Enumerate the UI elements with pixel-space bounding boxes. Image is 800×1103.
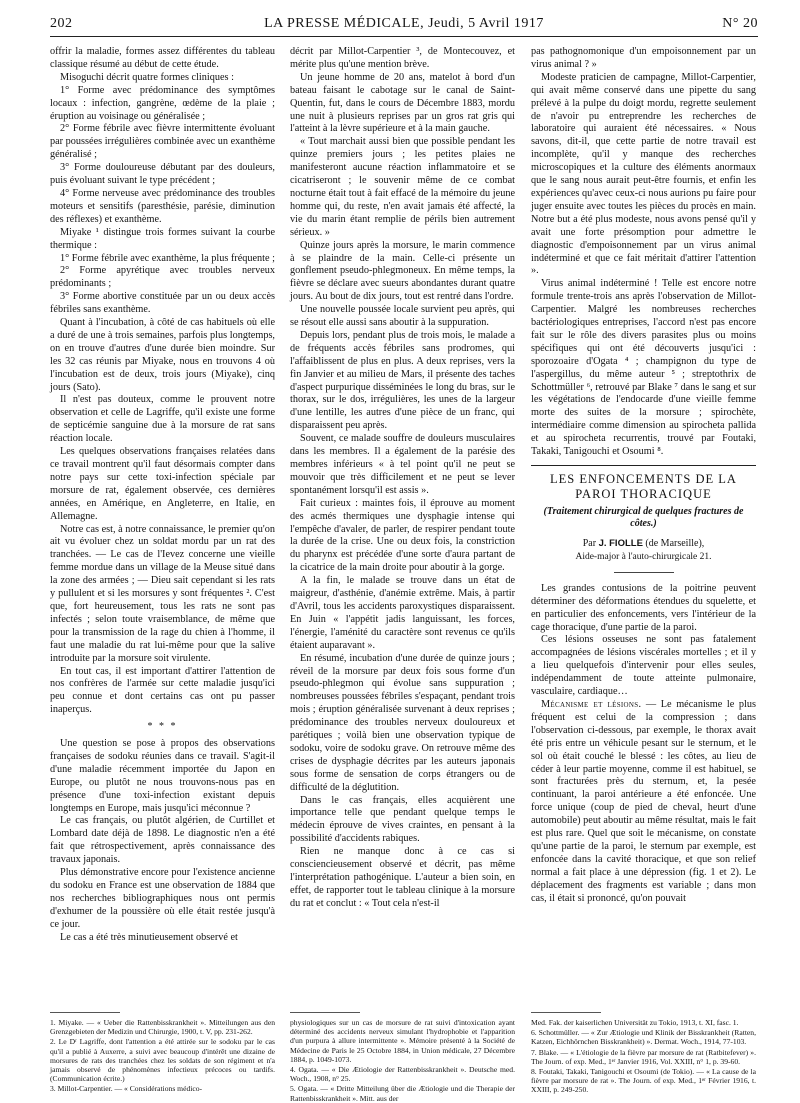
heading-rule [614, 572, 674, 573]
footnote: Med. Fak. der kaiserlichen Universität zu Tokio, 1913, t. XI, fasc. 1. [531, 1018, 739, 1027]
paragraph: Il n'est pas douteux, comme le prouvent notre observation et celle de Lagriffe, qu'il existe une forme de septicémie sanguine due à la morsure de rat sans réaction locale. [50, 394, 275, 445]
author-prefix: Par [582, 538, 597, 549]
article-subtitle: (Traitement chirurgical de quelques fractures de côtes.) [543, 506, 744, 529]
paragraph: Une question se pose à propos des observations françaises de sodoku réunies dans ce travail. S'agit-il d'une maladie récemment importée du Japon en Europe, ou plutôt ne nous trouvons-nous pas en présence d'une toxi-infection existant depuis longtemps en Europe, mais jusqu'ici méconnue ? [50, 738, 275, 814]
paragraph: 2° Forme fébrile avec fièvre intermittente évoluant par poussées irrégulières combinée avec un exanthème généralisé ; [50, 123, 275, 161]
journal-title: LA PRESSE MÉDICALE, Jeudi, 5 Avril 1917 [264, 16, 544, 31]
paragraph: Quinze jours après la morsure, le marin commence à se plaindre de la main. Celle-ci présente un gonflement pseudo-phlegmoneux. En même temps, la fièvre se déclare avec sueurs abondantes durant quatre jours. Au bout de dix jours, tout est rentré dans l'ordre. [290, 239, 515, 303]
paragraph: 1° Forme fébrile avec exanthème, la plus fréquente ; [60, 252, 275, 264]
paragraph: Ces lésions osseuses ne sont pas fatalement accompagnées de lésions viscérales mortelles ; et il y a lieu quelquefois d'intervenir pour elles seules, indépendamment de toute atteinte pulmonaire, vasculaire, cardiaque… [531, 634, 756, 698]
paragraph: Modeste praticien de campagne, Millot-Carpentier, qui avait même conservé dans une pipette du sang prélevé à la pulpe du doigt mordu, regrette seulement de n'avoir pu entreprendre les recherches de laboratoire qui auraient été nécessaires. « Nous savons, dit-il, que cette partie de notre travail est incomplète, qu'il y manque des recherches microscopiques et la culture des éléments anormaux que le sang nous aurait peut-être fournis, et enfin les expériences qu'avec ceux-ci nous aurions pu faire pour juger ensuite avec toutes les pièces du procès en main. Notre but a été plus modeste, nous avons pensé qu'il y avait une forte présomption pour admettre le diagnostic d'empoisonnement par un virus animal indéterminé et que ce fait méritait d'attirer l'attention ». [531, 71, 756, 277]
author-name: J. FIOLLE [598, 538, 643, 549]
paragraph: Miyake ¹ distingue trois formes suivant la courbe thermique : [50, 226, 275, 251]
paragraph: 3° Forme abortive constituée par un ou deux accès fébriles sans exanthème. [50, 291, 275, 316]
paragraph: Quant à l'incubation, à côté de cas habituels où elle a duré de une à trois semaines, parfois plus longtemps, on en trouve d'autres d'une durée bien moindre. Sur les 32 cas réunis par Miyake, nous en trouvons 4 où l'incubation est de deux, trois jours (Miyake), cinq jours (Sato). [50, 317, 275, 393]
footnotes-column-2 [290, 1018, 515, 1103]
paragraph: Misoguchi décrit quatre formes cliniques : [60, 71, 234, 83]
article-byline [531, 538, 756, 551]
paragraph: 1° Forme avec prédominance des symptômes locaux : infection, gangrène, œdème de la plaie ; éruption au voisinage ou généralisée ; [50, 84, 275, 122]
article-title: LES ENFONCEMENTS DE LA PAROI THORACIQUE [550, 472, 737, 501]
page-header [50, 14, 758, 34]
mechanism-heading: Mécanisme et lésions. [541, 698, 642, 710]
author-role: Aide-major à l'auto-chirurgicale 21. [575, 551, 712, 562]
footnote: 6. Schottmüller. — « Zur Ætiologie und Klinik der Bisskrankheit (Ratten, Katzen, Eichhörnchen Bisskrankheit) ». Dermat. Woch., 1914, 77-103. [531, 1028, 756, 1047]
issue-number: N° 20 [722, 16, 758, 31]
footnote: 8. Foutaki, Takaki, Tanigouchi et Osoumi (de Tokio). — « La cause de la fièvre par morsure de rat ». The Journ. of exp. Med., 1ᵉʳ Février 1916, t. XXIII, p. 249-250. [531, 1067, 756, 1095]
paragraph: En tout cas, il est important d'attirer l'attention de nos confrères de l'armée sur cette maladie jusqu'ici peu connue et dont certains cas ont pu passer inaperçus. [50, 665, 275, 716]
paragraph: En résumé, incubation d'une durée de quinze jours ; réveil de la morsure par deux fois sous forme d'un pseudo-phlegmon qui évolue sans suppuration ; nombreuses poussées fébriles s'espaçant, pendant trois mois ; éruption généralisée survenant à deux reprises ; prédominance des troubles nerveux douloureux et parétiques ; voilà bien une observation typique de sodoku, voire de sodoku grave. On retrouve même des crises de dysphagie décrites par les auteurs japonais sous forme de sensation de corps étrangers ou de difficulté de la déglutition. [290, 652, 515, 793]
paragraph: Souvent, ce malade souffre de douleurs musculaires dans les membres. Il a également de la parésie des membres inférieurs « à tel point qu'il ne peut se mouvoir que très difficilement et ne peut se lever spontanément lorsqu'il est assis ». [290, 433, 515, 496]
footnote: 2. Le Dʳ Lagriffe, dont l'attention a été attirée sur le sodoku par le cas qu'il a publié à Auxerre, a suivi avec beaucoup d'intérêt une dizaine de morsures de rats des tranchées chez les soldats de son régiment et n'a jamais observé de phénomènes infectieux précoces ou tardifs. (Communication écrite.) [50, 1037, 275, 1084]
paragraph-mechanism [531, 699, 756, 906]
paragraph: Un jeune homme de 20 ans, matelot à bord d'un bateau faisant le cabotage sur le canal de Saint-Quentin, fut, dans le cours de Décembre 1883, mordu une nuit à plusieurs reprises par un gros rat gris qui l'atteint à la lèvre supérieure et à la main gauche. [290, 71, 515, 135]
footnote-rule [531, 1012, 601, 1013]
paragraph: Une nouvelle poussée locale survient peu après, qui se résout elle aussi sans aboutir à la suppuration. [290, 304, 515, 329]
mechanism-text: — Le mécanisme le plus fréquent est celui de la compression ; dans l'observation ci-dessous, par exemple, le thorax avait été pris entre un véhicule pesant sur le sternum, et le sol où était couché le blessé : les côtes, au lieu de céder à leur partie moyenne, comme il est habituel, se sont fracturées près du sternum, et, la pesée continuant, la paroi antérieure a été enfoncée. Une force unique (coup de pied de cheval, heurt d'une automobile) peut aboutir au même résultat, mais le fait est plus rare. Quel que soit le mécanisme, on constate qu'une partie de la paroi, le sternum par exemple, est enfoncée dans la cavité thoracique, et que son relief normal a fait place à une dépression (fig. 1 et 2). Le déplacement des fragments est variable ; dans mon cas, il était si prononcé, qu'on pouvait [531, 698, 756, 904]
paragraph: A la fin, le malade se trouve dans un état de maigreur, d'asthénie, d'anémie extrême. Mais, à partir d'Avril, tous les accidents paroxystiques disparaissent. En Juin « l'appétit jadis languissant, les forces, l'énergie, l'aménité du caractère sont revenus ce qu'ils étaient auparavant ». [290, 575, 515, 651]
paragraph: Les grandes contusions de la poitrine peuvent déterminer des déformations étendues du squelette, et en particulier des enfoncements, vers l'intérieur de la cage thoracique, d'une partie de la paroi. [531, 582, 756, 633]
paragraph: Depuis lors, pendant plus de trois mois, le malade a de fréquents accès fébriles sans prodromes, qui l'affaiblissent de plus en plus. A deux reprises, vers la fin Janvier et au milieu de Mars, il présente des taches d'aspect purpurique disséminées le long du bras, sur le thorax, sur le dos, irrégulières, les unes de la largeur d'une lentille, les autres d'une pièce de un franc, qui disparaissent peu après. [290, 329, 515, 432]
paragraph: 2° Forme apyrétique avec troubles nerveux prédominants ; [50, 265, 275, 290]
paragraph: Notre cas est, à notre connaissance, le premier qu'on ait vu évoluer chez un soldat mordu par un rat des tranchées. — Le cas de l'Ievez concerne une vieille femme mordue dans un village de la Meuse situé dans la zone des armées ; — Dieu sait cependant si les rats y pullulent et si les morsures y sont fréquentes ². C'est que, fort heureusement, tous les rats ne sont pas infectés ; selon toute vraisemblance, de même que pour la transmission de la rage du chien à l'homme, il faut une maladie du rat lui-même pour que la salive introduite par la morsure soit virulente. [50, 523, 275, 664]
header-rule [50, 36, 758, 37]
paragraph: Fait curieux : maintes fois, il éprouve au moment des acmés thermiques une dysphagie intense qui l'empêche d'avaler, de parler, de respirer pendant toute la durée de la crise. Une ou deux fois, la constriction du pharynx est précédée d'une sorte d'aura partant de la cicatrice de la main droite pour aboutir à la gorge. [290, 497, 515, 574]
paragraph: Rien ne manque donc à ce cas si consciencieusement observé et décrit, pas même l'interprétation pathogénique. L'auteur a bien soin, en effet, de rapporter tout le tableau clinique à la morsure du rat et conclut : « Tout cela n'est-il [290, 846, 515, 909]
column-1 [50, 46, 275, 1016]
footnote: 1. Miyake. — « Ueber die Rattenbisskrankheit ». Mitteilungen aus den Grenzgebieten der Medizin und Chirurgie, 1900, t. V, pp. 231-262. [50, 1018, 275, 1037]
paragraph: 3° Forme douloureuse débutant par des douleurs, puis évoluant suivant le type précédent ; [50, 162, 275, 187]
section-separator-stars: * * * [147, 721, 178, 733]
page-number: 202 [50, 16, 73, 31]
footnotes-column-1 [50, 1018, 275, 1094]
paragraph: 4° Forme nerveuse avec prédominance des troubles moteurs et sensitifs (paresthésie, parésie, diminution des réflexes) et exanthème. [50, 187, 275, 225]
footnote: 3. Millot-Carpentier. — « Considérations médico- [50, 1084, 203, 1094]
footnote: 5. Ogata. — « Dritte Mitteilung über die Ætiologie und die Therapie der Rattenbisskrankheit ». Mitt. aus der [290, 1084, 515, 1103]
paragraph: Les quelques observations françaises relatées dans ce travail montrent qu'il faut désormais compter dans notre pays sur cette toxi-infection spéciale par morsure de rat, également observée, ces dernières années, en Amérique, en Angleterre, en Italie, en Allemagne. [50, 446, 275, 522]
paragraph: décrit par Millot-Carpentier ³, de Montecouvez, et mérite plus qu'une mention brève. [290, 46, 515, 70]
paragraph: Le cas français, ou plutôt algérien, de Curtillet et Lombard date déjà de 1898. Le diagnostic n'en a été fait que rétrospectivement, après connaissance des travaux japonais. [50, 815, 275, 866]
paragraph: « Tout marchait aussi bien que possible pendant les quinze premiers jours ; les petites plaies ne manifesteront aucune réaction inflammatoire et se cicatriseront ; le souvenir même de ce combat nocturne était tout à fait effacé de la mémoire du jeune homme qui, du reste, n'en avait jamais été affecté, la vie du marin étant remplie de périls bien autrement sérieux. » [290, 136, 515, 238]
paragraph: pas pathognomonique d'un empoisonnement par un virus animal ? » [531, 46, 756, 70]
paragraph: Virus animal indéterminé ! Telle est encore notre formule trente-trois ans après l'observation de Millot-Carpentier. Malgré les nombreuses recherches bactériologiques entreprises, l'accord n'est pas encore fait sur le rôle des divers parasites plus ou moins spécifiques qui ont été découverts jusqu'ici : sporozoaire d'Ogata ⁴ ; champignon du type de l'aspergillus, du même auteur ⁵ ; streptothrix de Schottmüller ⁶, retrouvé par Blake ⁷ dans le sang et sur les végétations de l'endocarde d'une vieille femme morte des suites de la morsure ; spirochète, intermédiaire comme dimension au spirocheta pallida et au spirocheta recurrentis, trouvé par Foutaki, Takaki, Tanigouchi et Osoumi ⁸. [531, 278, 756, 458]
author-affiliation: (de Marseille), [645, 538, 705, 549]
footnote: 4. Ogata. — « Die Ætiologie der Rattenbisskrankheit ». Deutsche med. Woch., 1908, n° 25. [290, 1065, 515, 1084]
footnote: 7. Blake. — « L'étiologie de la fièvre par morsure de rat (Ratbitefever) ». The Journ. of exp. Med., 1ᵉʳ Janvier 1916, Vol. XXIII, n° 1, p. 39-60. [531, 1047, 756, 1066]
column-3 [531, 46, 756, 1016]
article-heading [531, 465, 756, 573]
paragraph: Le cas a été très minutieusement observé et [60, 931, 238, 943]
footnote-rule [290, 1012, 360, 1013]
footnote-rule [50, 1012, 120, 1013]
footnote: physiologiques sur un cas de morsure de rat suivi d'intoxication ayant déterminé des accidents nerveux simulant l'hydrophobie et l'apparition d'un purpura à allure intermittente ». Mémoire présenté à la Société de Médecine de Paris le 25 Octobre 1884, in Union médicale, 27 Décembre 1884, p. 1049-1073. [290, 1018, 515, 1064]
paragraph: offrir la maladie, formes assez différentes du tableau classique résumé au début de cette étude. [50, 46, 275, 70]
footnotes-column-3 [531, 1018, 756, 1095]
paragraph: Dans le cas français, elles acquièrent une importance telle que pendant quelque temps le médecin éprouve de vives craintes, en pensant à la possibilité d'accidents rabiques. [290, 794, 515, 845]
column-2 [290, 46, 515, 1016]
paragraph: Plus démonstrative encore pour l'existence ancienne du sodoku en France est une observation de 1884 que nos recherches bibliographiques nous ont permis d'exhumer de la poussière où elle était restée jusqu'à ce jour. [50, 867, 275, 930]
